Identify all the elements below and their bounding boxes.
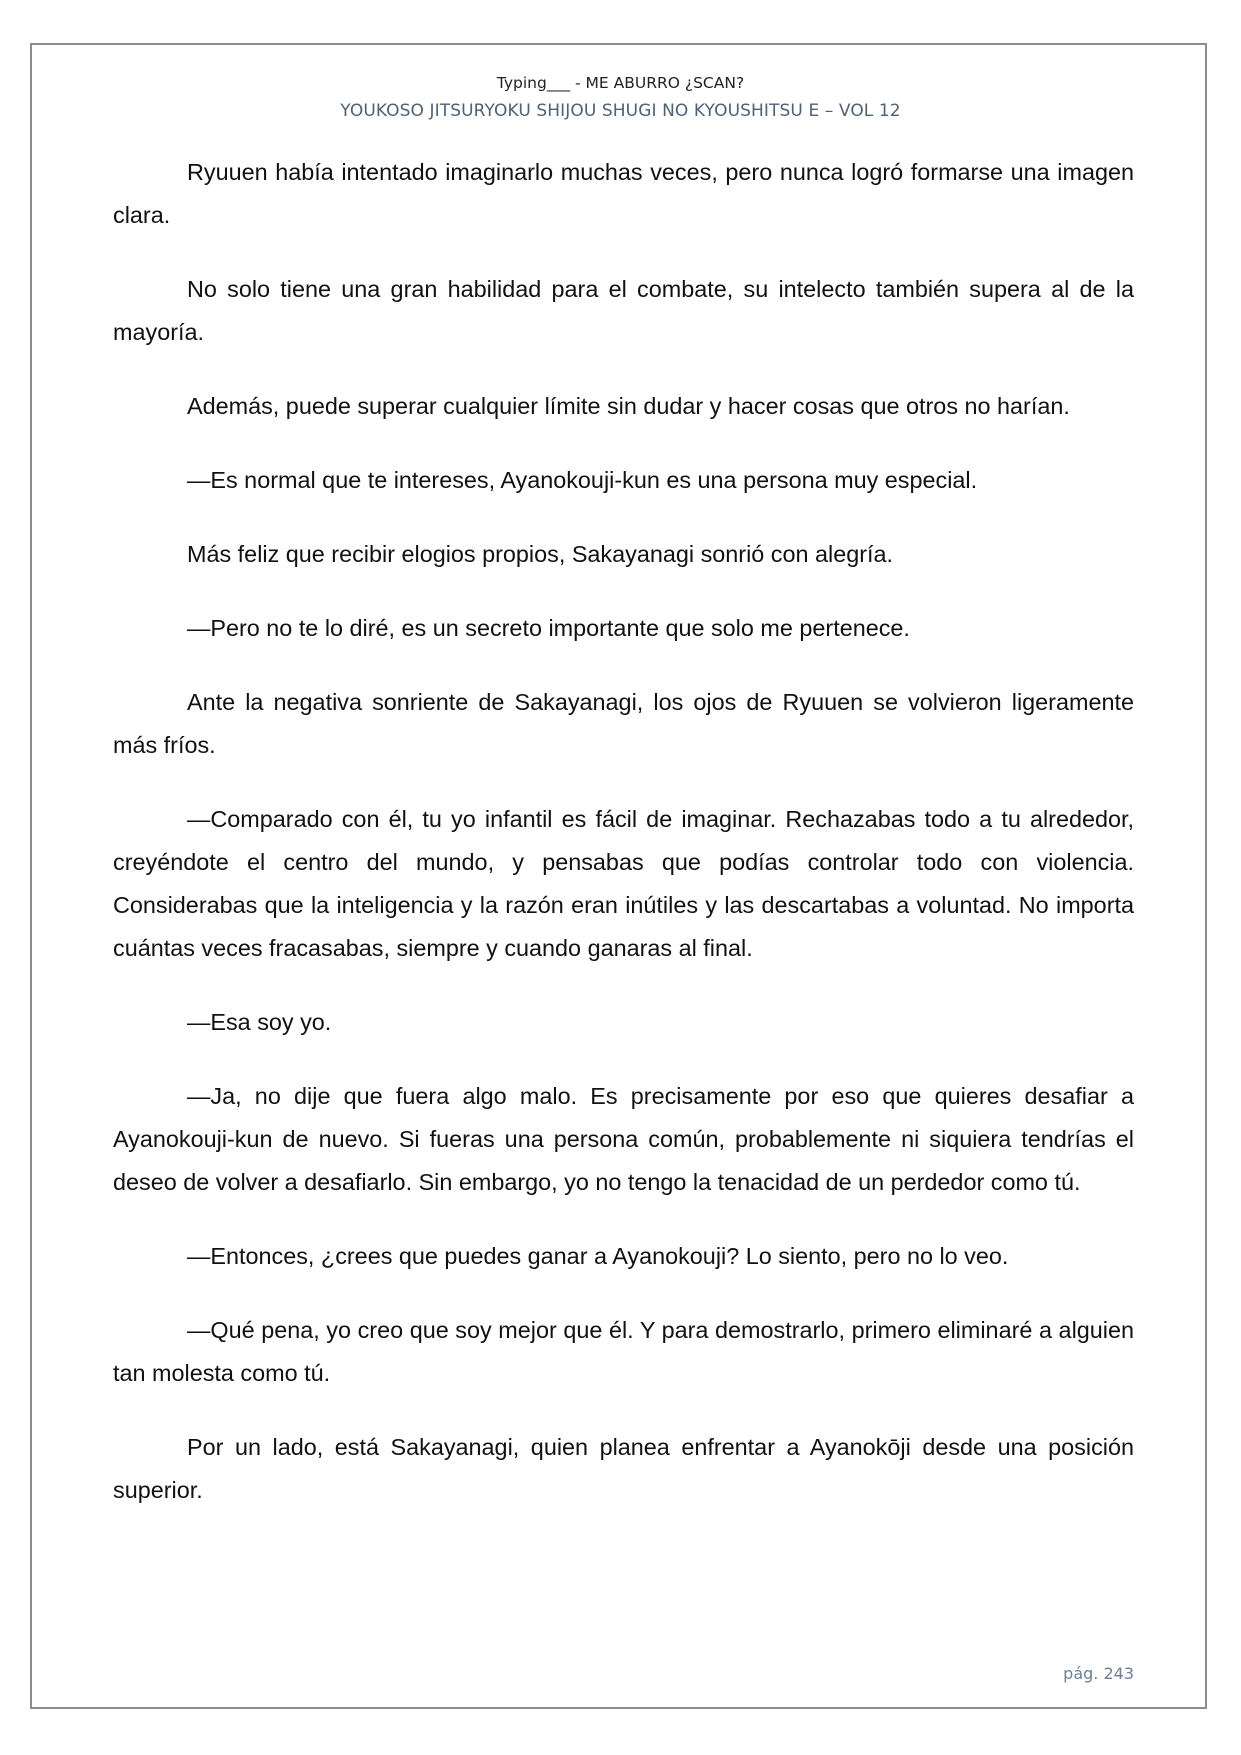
paragraph: Ryuuen había intentado imaginarlo muchas veces, pero nunca logró formarse una imagen clara. [113, 159, 1134, 228]
paragraph: Además, puede superar cualquier límite sin dudar y hacer cosas que otros no harían. [187, 393, 1070, 419]
paragraph: —Ja, no dije que fuera algo malo. Es precisamente por eso que quieres desafiar a Ayanokouji-kun de nuevo. Si fueras una persona común, probablemente ni siquiera tendrías el deseo de volver a desafiarlo. Sin embargo, yo no tengo la tenacidad de un perdedor como tú. [113, 1083, 1134, 1195]
paragraph: —Es normal que te intereses, Ayanokouji-kun es una persona muy especial. [187, 467, 978, 493]
paragraph: No solo tiene una gran habilidad para el combate, su intelecto también supera al de la mayoría. [113, 276, 1134, 345]
paragraph: Ante la negativa sonriente de Sakayanagi, los ojos de Ryuuen se volvieron ligeramente más fríos. [113, 689, 1134, 758]
document-body [113, 151, 1134, 1543]
paragraph: —Comparado con él, tu yo infantil es fácil de imaginar. Rechazabas todo a tu alrededor, creyéndote el centro del mundo, y pensabas que podías controlar todo con violencia. Considerabas que la inteligencia y la razón eran inútiles y las descartabas a voluntad. No importa cuántas veces fracasabas, siempre y cuando ganaras al final. [113, 806, 1134, 961]
paragraph: —Qué pena, yo creo que soy mejor que él. Y para demostrarlo, primero eliminaré a alguien tan molesta como tú. [113, 1317, 1134, 1386]
header-scan-credit: Typing___ - ME ABURRO ¿SCAN? [496, 74, 745, 92]
page-number: pág. 243 [1063, 1664, 1134, 1683]
paragraph: Por un lado, está Sakayanagi, quien planea enfrentar a Ayanokōji desde una posición superior. [113, 1434, 1134, 1503]
paragraph: —Entonces, ¿crees que puedes ganar a Ayanokouji? Lo siento, pero no lo veo. [187, 1243, 1009, 1269]
paragraph: Más feliz que recibir elogios propios, Sakayanagi sonrió con alegría. [187, 541, 894, 567]
paragraph: —Pero no te lo diré, es un secreto importante que solo me pertenece. [187, 615, 910, 641]
paragraph: —Esa soy yo. [187, 1009, 332, 1035]
header-book-title: YOUKOSO JITSURYOKU SHIJOU SHUGI NO KYOUSHITSU E – VOL 12 [340, 101, 901, 121]
